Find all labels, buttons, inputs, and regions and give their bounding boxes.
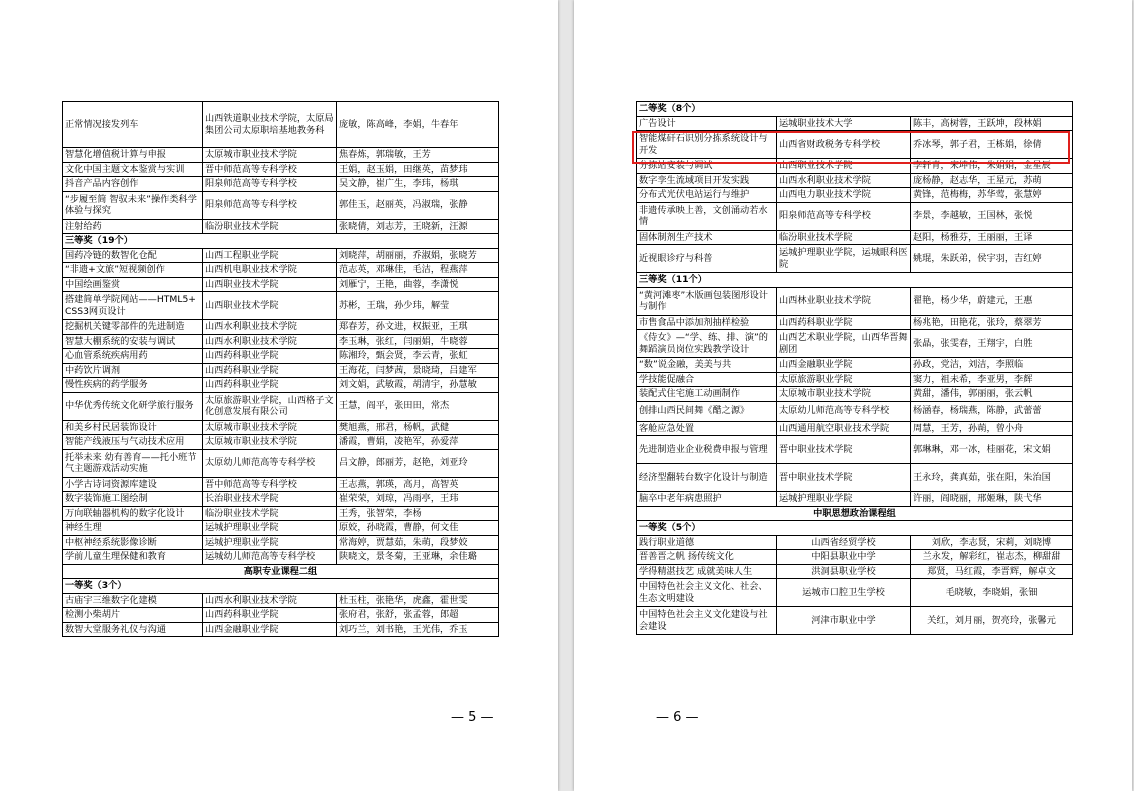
members-cell: 王慧，阎平，张田田，常杰	[337, 392, 499, 420]
table-row	[63, 608, 499, 623]
page-number: — 5 —	[451, 710, 494, 725]
award-level-heading: 二等奖（8个）	[637, 102, 1073, 117]
award-table-page-5	[62, 101, 499, 637]
table-row	[63, 550, 499, 565]
table-row	[63, 320, 499, 335]
school-cell: 山西水利职业技术学院	[203, 593, 337, 608]
school-cell: 临汾职业技术学院	[777, 230, 911, 245]
members-cell: 周慧，王芳，孙蒴，曾小舟	[911, 421, 1073, 436]
school-cell: 洪洞县职业学校	[777, 564, 911, 579]
table-row	[637, 159, 1073, 174]
members-cell: 许丽，阎晓丽，邢姬琳，陕弋华	[911, 492, 1073, 507]
members-cell: 赵阳，杨雅芬，王丽丽，王译	[911, 230, 1073, 245]
table-row	[637, 330, 1073, 358]
members-cell: 李玉琳，张红，闫丽娟，牛晓蓉	[337, 334, 499, 349]
project-name-cell: 智慧大棚系统的安装与调试	[63, 334, 203, 349]
members-cell: 杨涵春，杨瑞燕，陈静，武蕾蕾	[911, 401, 1073, 421]
members-cell: 黄锋，范梅梅，苏华莺，张慧婷	[911, 188, 1073, 203]
document-page-6	[574, 0, 1132, 791]
school-cell: 晋中职业技术学院	[777, 464, 911, 492]
table-row	[63, 363, 499, 378]
table-row	[637, 387, 1073, 402]
project-name-cell: 脑卒中老年病患照护	[637, 492, 777, 507]
members-cell: 窦力，祖未希，李亚男，李辉	[911, 372, 1073, 387]
project-name-cell: 中药饮片调剂	[63, 363, 203, 378]
school-cell: 山西药科职业学院	[203, 378, 337, 393]
project-name-cell: 非遗传承映上善，文创涌动若水情	[637, 202, 777, 230]
school-cell: 山西机电职业技术学院	[203, 263, 337, 278]
members-cell: 陈湘玲，甄会贤，李云青，张虹	[337, 349, 499, 364]
members-cell: 崔荣荣，刘琼，冯雨亭，王玮	[337, 492, 499, 507]
project-name-cell: 注射给药	[63, 219, 203, 234]
project-name-cell: 文化中国主题文本鉴赏与实训	[63, 162, 203, 177]
project-name-cell: 心血管系统疾病用药	[63, 349, 203, 364]
table-row	[637, 358, 1073, 373]
school-cell: 长治职业技术学院	[203, 492, 337, 507]
school-cell: 阳泉师范高等专科学校	[203, 191, 337, 219]
table-row	[637, 464, 1073, 492]
table-row	[63, 292, 499, 320]
award-level-heading: 三等奖（19个）	[63, 234, 499, 249]
award-level-row	[63, 579, 499, 594]
school-cell: 山西药科职业学院	[203, 349, 337, 364]
project-name-cell: “步履至简 智驭未来”操作类科学体验与探究	[63, 191, 203, 219]
school-cell: 运城护理职业学院，运城眼科医院	[777, 245, 911, 273]
table-row	[63, 162, 499, 177]
table-row	[637, 202, 1073, 230]
members-cell: 吴文静，崔广生，李玮，杨琪	[337, 177, 499, 192]
table-row	[63, 535, 499, 550]
school-cell: 山西水利职业技术学院	[777, 173, 911, 188]
school-cell: 太原旅游职业学院	[777, 372, 911, 387]
school-cell: 山西药科职业学院	[203, 363, 337, 378]
members-cell: 翟艳，杨少华，蔚建元，王惠	[911, 287, 1073, 315]
project-name-cell: 客舱应急处置	[637, 421, 777, 436]
table-row	[63, 263, 499, 278]
members-cell: 王永玲，龚真茹，张在阳，朱治国	[911, 464, 1073, 492]
school-cell: 山西职业技术学院	[777, 159, 911, 174]
award-table-body	[637, 102, 1073, 635]
table-row	[637, 372, 1073, 387]
table-row	[63, 622, 499, 637]
project-name-cell: 分拣站安装与调试	[637, 159, 777, 174]
school-cell: 太原城市职业技术学院	[203, 435, 337, 450]
members-cell: 樊旭燕，邢君，杨帆，武健	[337, 420, 499, 435]
table-row	[63, 177, 499, 192]
table-row	[63, 148, 499, 163]
table-row	[637, 245, 1073, 273]
members-cell: 郑贤，马红霞，李晋辉，解卓文	[911, 564, 1073, 579]
school-cell: 阳泉师范高等专科学校	[777, 202, 911, 230]
members-cell: 潘霞，曹娟，凌艳军，孙爱萍	[337, 435, 499, 450]
school-cell: 河津市职业中学	[777, 607, 911, 635]
members-cell: 李景，李越敏，王国林，张悦	[911, 202, 1073, 230]
table-row	[637, 131, 1073, 159]
school-cell: 临汾职业技术学院	[203, 219, 337, 234]
award-table-page-6	[636, 101, 1073, 635]
table-row	[63, 378, 499, 393]
members-cell: 黄甜，潘伟，郭丽丽，张云帆	[911, 387, 1073, 402]
project-name-cell: 和美乡村民居装饰设计	[63, 420, 203, 435]
project-name-cell: 践行职业道德	[637, 535, 777, 550]
school-cell: 太原城市职业技术学院	[203, 420, 337, 435]
school-cell: 山西金融职业学院	[777, 358, 911, 373]
project-name-cell: 神经生理	[63, 521, 203, 536]
project-name-cell: 中国特色社会主义文化建设与社会建设	[637, 607, 777, 635]
school-cell: 太原城市职业技术学院	[777, 387, 911, 402]
table-row	[63, 477, 499, 492]
award-level-row	[637, 273, 1073, 288]
award-level-row	[637, 102, 1073, 117]
members-cell: 杜玉柱，张艳华，虎鑫，霍世雯	[337, 593, 499, 608]
table-row	[637, 116, 1073, 131]
members-cell: 王娟，赵玉娟，田继英，苗梦玮	[337, 162, 499, 177]
project-name-cell: 中国绘画鉴赏	[63, 277, 203, 292]
project-name-cell: 中国特色社会主义文化、社会、生态文明建设	[637, 579, 777, 607]
project-name-cell: 学得精湛技艺 成就美味人生	[637, 564, 777, 579]
school-cell: 山西金融职业学院	[203, 622, 337, 637]
group-title-row	[63, 564, 499, 579]
school-cell: 临汾职业技术学院	[203, 506, 337, 521]
project-name-cell: 《侍女》—“学、练、排、演”的舞蹈演员岗位实践教学设计	[637, 330, 777, 358]
school-cell: 山西电力职业技术学院	[777, 188, 911, 203]
members-cell: 刘雁宁，王艳，曲蓉，李潇悦	[337, 277, 499, 292]
table-row	[63, 449, 499, 477]
project-name-cell: 小学古诗词资源库建设	[63, 477, 203, 492]
table-row	[63, 392, 499, 420]
project-name-cell: 挖掘机关键零部件的先进制造	[63, 320, 203, 335]
members-cell: 吕文静，郎丽芳，赵艳，刘亚玲	[337, 449, 499, 477]
project-name-cell: 国药冷链的数智化仓配	[63, 248, 203, 263]
school-cell: 运城护理职业学院	[777, 492, 911, 507]
table-row	[63, 593, 499, 608]
school-cell: 山西林业职业技术学院	[777, 287, 911, 315]
project-name-cell: 固体制剂生产技术	[637, 230, 777, 245]
project-name-cell: 搭建简单学院网站——HTML5+CSS3网页设计	[63, 292, 203, 320]
table-row	[637, 564, 1073, 579]
members-cell: 张晓倩，刘志芳，王晓新，汪源	[337, 219, 499, 234]
members-cell: 郭佳玉，赵丽英，冯淑瑞，张静	[337, 191, 499, 219]
table-row	[63, 521, 499, 536]
school-cell: 晋中职业技术学院	[777, 436, 911, 464]
members-cell: 郑春芳，孙文进，权振亚，王琪	[337, 320, 499, 335]
members-cell: 刘欣，李志贤，宋莉，刘晓博	[911, 535, 1073, 550]
project-name-cell: 智能产线液压与气动技术应用	[63, 435, 203, 450]
table-row	[637, 315, 1073, 330]
school-cell: 太原幼儿师范高等专科学校	[203, 449, 337, 477]
table-row	[637, 579, 1073, 607]
table-row	[63, 420, 499, 435]
school-cell: 山西省经贸学校	[777, 535, 911, 550]
members-cell: 苏彬，王瑞，孙少玮，解莹	[337, 292, 499, 320]
members-cell: 李轩青，宋坤伟，朱娟娟，金星辰	[911, 159, 1073, 174]
award-level-row	[637, 521, 1073, 536]
members-cell: 乔冰琴，郭子君，王栋娟，徐倩	[911, 131, 1073, 159]
table-row	[637, 492, 1073, 507]
members-cell: 兰永发，解彩红，崔志杰，柳甜甜	[911, 550, 1073, 565]
school-cell: 运城护理职业学院	[203, 521, 337, 536]
school-cell: 太原城市职业技术学院	[203, 148, 337, 163]
page-number: — 6 —	[656, 710, 699, 725]
table-row	[637, 436, 1073, 464]
table-row	[637, 188, 1073, 203]
group-title: 高职专业课程二组	[63, 564, 499, 579]
table-row	[63, 219, 499, 234]
project-name-cell: “非遗+文旅”短视频创作	[63, 263, 203, 278]
members-cell: 杨兆艳，田艳花，张玲，蔡翠芳	[911, 315, 1073, 330]
table-row	[637, 287, 1073, 315]
project-name-cell: 学前儿童生理保健和教育	[63, 550, 203, 565]
award-level-heading: 一等奖（5个）	[637, 521, 1073, 536]
school-cell: 太原幼儿师范高等专科学校	[777, 401, 911, 421]
table-row	[637, 173, 1073, 188]
table-row	[63, 492, 499, 507]
school-cell: 晋中师范高等专科学校	[203, 477, 337, 492]
school-cell: 山西药科职业学院	[777, 315, 911, 330]
award-table-body	[63, 102, 499, 637]
table-row	[637, 230, 1073, 245]
school-cell: 山西铁道职业技术学院，太原局集团公司太原职培基地教务科	[203, 102, 337, 148]
project-name-cell: 慢性疾病的药学服务	[63, 378, 203, 393]
school-cell: 山西省财政税务专科学校	[777, 131, 911, 159]
table-row	[63, 102, 499, 148]
school-cell: 山西职业技术学院	[203, 277, 337, 292]
members-cell: 孙政，党洁，刘洁，李照临	[911, 358, 1073, 373]
group-title-row	[637, 506, 1073, 521]
table-row	[637, 607, 1073, 635]
project-name-cell: “数”说金融，美美与共	[637, 358, 777, 373]
table-row	[63, 191, 499, 219]
members-cell: 原姣，孙晓霞，曹静，何文佳	[337, 521, 499, 536]
members-cell: 庞敏，陈高峰，李娟，牛春年	[337, 102, 499, 148]
members-cell: 陕晓文，景冬菊，王亚琳，余佳璐	[337, 550, 499, 565]
school-cell: 山西职业技术学院	[203, 292, 337, 320]
project-name-cell: 市售食品中添加剂抽样检验	[637, 315, 777, 330]
school-cell: 运城幼儿师范高等专科学校	[203, 550, 337, 565]
members-cell: 张府君，张舒，张孟蓉，郎超	[337, 608, 499, 623]
table-row	[637, 421, 1073, 436]
members-cell: 王秀，张智荣，李杨	[337, 506, 499, 521]
members-cell: 郭琳琳，邓一冰，桂丽花，宋文娟	[911, 436, 1073, 464]
school-cell: 晋中师范高等专科学校	[203, 162, 337, 177]
project-name-cell: 装配式住宅施工动画制作	[637, 387, 777, 402]
project-name-cell: 正常情况接发列车	[63, 102, 203, 148]
project-name-cell: “黄河滩枣”木版画包装图形设计与制作	[637, 287, 777, 315]
members-cell: 焦春炼，郭瑞敏，王芳	[337, 148, 499, 163]
school-cell: 山西水利职业技术学院	[203, 320, 337, 335]
document-page-5	[0, 0, 558, 791]
project-name-cell: 中华优秀传统文化研学旅行服务	[63, 392, 203, 420]
members-cell: 姚琨，朱跃弟，侯宇羽，吉红婷	[911, 245, 1073, 273]
project-name-cell: 先进制造业企业税费申报与管理	[637, 436, 777, 464]
school-cell: 山西水利职业技术学院	[203, 334, 337, 349]
school-cell: 运城市口腔卫生学校	[777, 579, 911, 607]
table-row	[637, 550, 1073, 565]
members-cell: 范志英，邓琳佳，毛洁，程燕萍	[337, 263, 499, 278]
project-name-cell: 智能煤矸石识别分拣系统设计与开发	[637, 131, 777, 159]
project-name-cell: 万向联轴器机构的数字化设计	[63, 506, 203, 521]
project-name-cell: 创排山西民间舞《醋之源》	[637, 401, 777, 421]
table-row	[63, 334, 499, 349]
school-cell: 山西艺术职业学院，山西华晋舞剧团	[777, 330, 911, 358]
project-name-cell: 数智大堂服务礼仪与沟通	[63, 622, 203, 637]
project-name-cell: 学技能促融合	[637, 372, 777, 387]
school-cell: 太原旅游职业学院，山西格子文化创意发展有限公司	[203, 392, 337, 420]
members-cell: 庞杨静，赵志华，王星元，苏萌	[911, 173, 1073, 188]
school-cell: 运城职业技术大学	[777, 116, 911, 131]
project-name-cell: 抖音产品内容创作	[63, 177, 203, 192]
table-row	[637, 401, 1073, 421]
school-cell: 山西工程职业学院	[203, 248, 337, 263]
members-cell: 刘晓萍，胡丽丽，乔淑娟，张晓芳	[337, 248, 499, 263]
table-row	[63, 349, 499, 364]
members-cell: 关红，刘月丽，贺亮玲，张馨元	[911, 607, 1073, 635]
project-name-cell: 数字孪生流域项目开发实践	[637, 173, 777, 188]
table-row	[63, 435, 499, 450]
members-cell: 张晶，张雯春，王翔宇，白胜	[911, 330, 1073, 358]
school-cell: 运城护理职业学院	[203, 535, 337, 550]
project-name-cell: 分布式光伏电站运行与维护	[637, 188, 777, 203]
members-cell: 王海花，闫梦茜，景晓琦，吕建军	[337, 363, 499, 378]
award-level-heading: 一等奖（3个）	[63, 579, 499, 594]
table-row	[63, 277, 499, 292]
school-cell: 阳泉师范高等专科学校	[203, 177, 337, 192]
table-row	[63, 506, 499, 521]
table-row	[637, 535, 1073, 550]
project-name-cell: 中枢神经系统影像诊断	[63, 535, 203, 550]
members-cell: 常海婷，贾慧茹，朱萌，段梦姣	[337, 535, 499, 550]
school-cell: 山西药科职业学院	[203, 608, 337, 623]
members-cell: 毛晓敏，李晓娟，张钿	[911, 579, 1073, 607]
project-name-cell: 广告设计	[637, 116, 777, 131]
project-name-cell: 晋善晋之帆 扬传统文化	[637, 550, 777, 565]
members-cell: 王志燕，郭瑛，高月，高智英	[337, 477, 499, 492]
project-name-cell: 古庙宇三维数字化建模	[63, 593, 203, 608]
project-name-cell: 近视眼诊疗与科普	[637, 245, 777, 273]
group-title: 中职思想政治课程组	[637, 506, 1073, 521]
project-name-cell: 经济型翻转台数字化设计与制造	[637, 464, 777, 492]
members-cell: 刘文娟，武敏霞，胡清宇，孙慧敏	[337, 378, 499, 393]
project-name-cell: 数字装饰施工图绘制	[63, 492, 203, 507]
school-cell: 山西通用航空职业技术学院	[777, 421, 911, 436]
members-cell: 刘巧兰，刘书艳，王光伟，乔玉	[337, 622, 499, 637]
school-cell: 中阳县职业中学	[777, 550, 911, 565]
award-level-heading: 三等奖（11个）	[637, 273, 1073, 288]
project-name-cell: 检测小柴胡片	[63, 608, 203, 623]
project-name-cell: 智慧化增值税计算与申报	[63, 148, 203, 163]
table-row	[63, 248, 499, 263]
members-cell: 陈丰，高树蓉，王跃坤，段林娟	[911, 116, 1073, 131]
project-name-cell: 托举未来 幼有善育——托小班节气主题游戏活动实施	[63, 449, 203, 477]
award-level-row	[63, 234, 499, 249]
